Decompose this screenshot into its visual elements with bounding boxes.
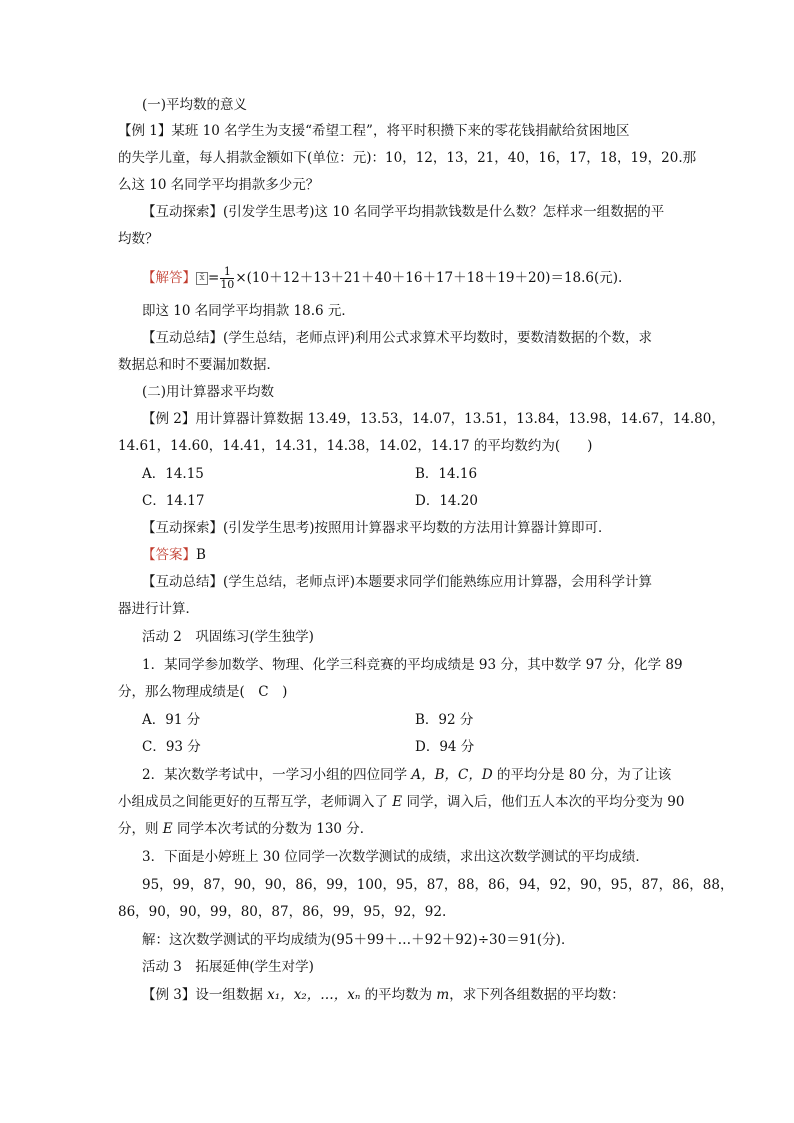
activity-2-heading: 活动 2 巩固练习(学生独学): [142, 629, 314, 645]
example-1-conclusion: 即这 10 名同学平均捐款 18.6 元．: [142, 303, 355, 319]
explore-text: (引发学生思考)按照用计算器求平均数的方法用计算器计算即可．: [223, 520, 612, 536]
q2-variable-e: E: [162, 821, 173, 837]
q2-text: 同学本次考试的分数为 130 分．: [172, 821, 374, 837]
q2-text: 同学，调入后，他们五人本次的平均分变为 90: [402, 794, 685, 810]
example-2-answer: [142, 546, 662, 564]
example-3-line-1: [142, 986, 662, 1004]
answer-expression: ×(10＋12＋13＋21＋40＋16＋17＋18＋19＋20)＝18.6(元).: [235, 270, 623, 286]
answer-value: B: [196, 547, 206, 563]
explore-text: (引发学生思考)这 10 名同学平均捐款钱数是什么数？怎样求一组数据的平: [223, 204, 665, 220]
example-1-line-2: 的失学儿童，每人捐款金额如下(单位：元)：10，12，13，21，40，16，17，18，19，20.那: [118, 150, 697, 166]
activity-3-heading: 活动 3 拓展延伸(学生对学): [142, 959, 314, 975]
q2-text: 小组成员之间能更好的互帮互学，老师调入了: [118, 794, 393, 810]
q2-text: 的平均分是 80 分，为了让该: [492, 767, 672, 783]
equals-sign: =: [208, 270, 220, 286]
q2-text: 分，则: [118, 821, 163, 837]
section-heading-2: (二)用计算器求平均数: [142, 384, 275, 400]
question-3-data-line-2: 86，90，90，99，80，87，86，99，95，92，92.: [118, 904, 447, 920]
example-2-summary-line-1: [142, 573, 662, 591]
summary-text: (学生总结，老师点评)本题要求同学们能熟练应用计算器，会用科学计算: [223, 574, 653, 590]
example-2-line-2: 14.61，14.60，14.41，14.31，14.38，14.02，14.17 的平均数约为( ): [118, 438, 593, 454]
example-1-answer: [142, 266, 662, 291]
explore-tag: 【互动探索】: [142, 204, 223, 220]
example-1-explore-line-1: [142, 203, 665, 221]
summary-text: (学生总结，老师点评)利用公式求算术平均数时，要数清数据的个数，求: [223, 330, 653, 346]
q2-variable-e: E: [392, 794, 403, 810]
summary-tag: 【互动总结】: [142, 574, 223, 590]
ex3-variable-m: m: [436, 987, 450, 1003]
answer-tag: 【答案】: [142, 547, 196, 563]
fraction-denominator: 10: [220, 278, 235, 291]
question-1-option-c: C．93 分: [142, 739, 201, 755]
question-1-option-d: D．94 分: [415, 739, 475, 755]
question-1-option-b: B．92 分: [415, 712, 474, 728]
ex3-variables: x₁，x₂，…，xₙ: [267, 987, 361, 1003]
example-1-explore-line-2: 均数？: [118, 231, 159, 247]
section-heading-1: (一)平均数的意义: [142, 97, 248, 113]
ex3-text: 的平均数为: [360, 987, 437, 1003]
example-2-explore: [142, 519, 662, 537]
question-3-line-1: 3．下面是小婷班上 30 位同学一次数学测试的成绩，求出这次数学测试的平均成绩．: [142, 849, 649, 865]
question-3-solution: 解：这次数学测试的平均成绩为(95＋99＋…＋92＋92)÷30＝91(分)．: [142, 932, 575, 948]
ex3-text: 【例 3】设一组数据: [142, 987, 268, 1003]
example-2-line-1: 【例 2】用计算器计算数据 13.49，13.53，14.07，13.51，13.84，13.98，14.67，14.80，: [142, 411, 725, 427]
mean-symbol-icon: x̄: [196, 272, 208, 285]
example-1-summary-line-2: 数据总和时不要漏加数据．: [118, 357, 280, 373]
question-2-line-2: [118, 793, 685, 811]
example-1-line-1: 【例 1】某班 10 名学生为支援“希望工程”，将平时积攒下来的零花钱捐献给贫困地区: [118, 123, 630, 139]
example-2-option-a: A．14.15: [142, 466, 204, 482]
question-1-option-a: A．91 分: [142, 712, 201, 728]
q2-text: 2．某次数学考试中，一学习小组的四位同学: [142, 767, 412, 783]
example-1-summary-line-1: [142, 329, 662, 347]
question-1-line-1: 1．某同学参加数学、物理、化学三科竞赛的平均成绩是 93 分，其中数学 97 分，化学 89: [142, 657, 683, 673]
example-2-option-c: C．14.17: [142, 493, 205, 509]
answer-tag: 【解答】: [142, 270, 196, 286]
q2-variables: A，B，C，D: [411, 767, 493, 783]
explore-tag: 【互动探索】: [142, 520, 223, 536]
question-2-line-3: [118, 820, 638, 838]
fraction: [220, 266, 234, 291]
question-2-line-1: [142, 766, 672, 784]
example-1-line-3: 么这 10 名同学平均捐款多少元？: [118, 177, 320, 193]
example-2-summary-line-2: 器进行计算．: [118, 601, 199, 617]
question-1-line-2: 分，那么物理成绩是( C ): [118, 684, 288, 700]
example-2-option-d: D．14.20: [415, 493, 478, 509]
example-2-option-b: B．14.16: [415, 466, 478, 482]
ex3-text: ，求下列各组数据的平均数：: [449, 987, 625, 1003]
summary-tag: 【互动总结】: [142, 330, 223, 346]
fraction-numerator: 1: [220, 266, 234, 279]
question-3-data-line-1: 95，99，87，90，90，86，99，100，95，87，88，86，94，92，90，95，87，86，88，: [142, 877, 734, 893]
